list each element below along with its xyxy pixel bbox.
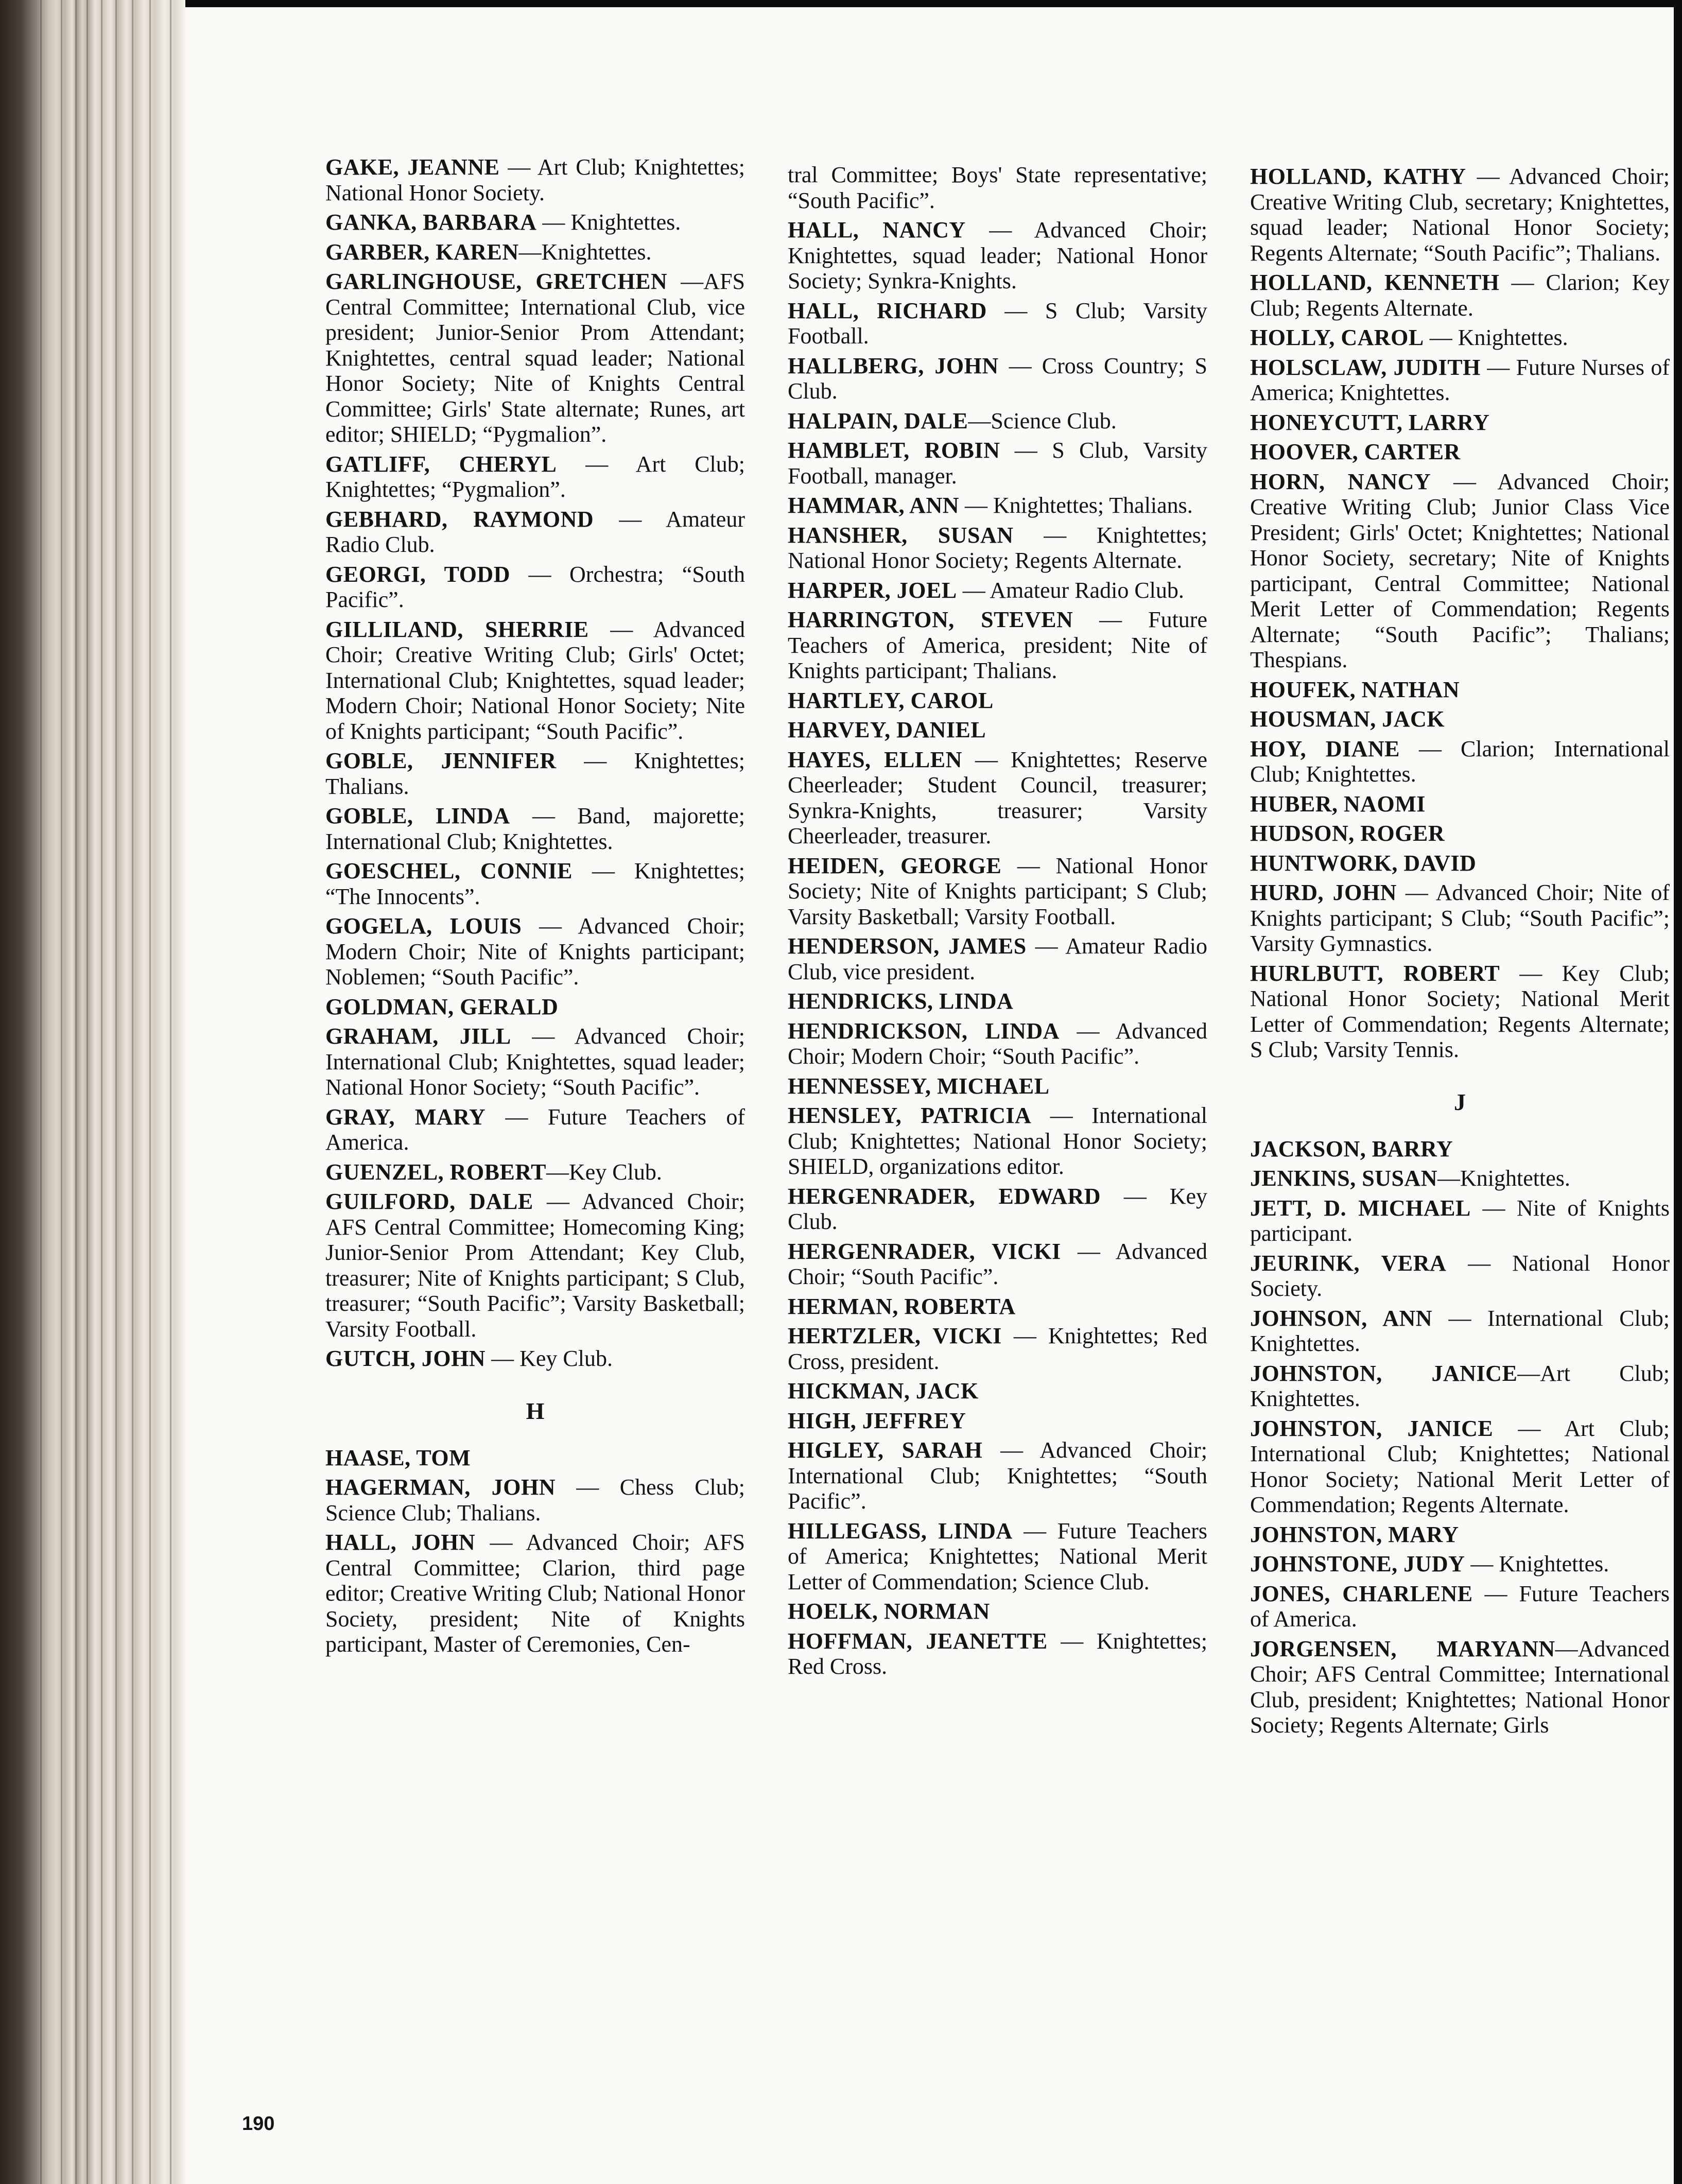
activities-text: — International Club; Knightettes; National Honor Society; SHIELD, organizations editor. <box>788 1103 1207 1179</box>
student-name: HOUFEK, NATHAN <box>1250 677 1460 702</box>
student-name: JOHNSTON, JANICE <box>1250 1415 1494 1441</box>
student-name: HOLLY, CAROL <box>1250 325 1424 350</box>
student-name: HOY, DIANE <box>1250 736 1400 761</box>
activities-text: — Knightettes; National Honor Society; Regents Alternate. <box>788 522 1207 573</box>
student-name: HERGENRADER, EDWARD <box>788 1183 1101 1209</box>
activities-text: — Advanced Choir; AFS Central Committee; Clarion, third page editor; Creative Writing Club; National Honor Society, president; Nite of Knights participant, Master of Ceremonies, Cen- <box>325 1530 745 1657</box>
directory-entry <box>1250 1551 1670 1577</box>
directory-entry <box>1250 1522 1670 1548</box>
directory-entry <box>788 688 1207 714</box>
directory-entry <box>325 803 745 854</box>
top-border <box>0 0 1682 7</box>
student-name: JACKSON, BARRY <box>1250 1136 1453 1162</box>
activities-text: — S Club, Varsity Football, manager. <box>788 438 1207 489</box>
activities-text: — Future Nurses of America; Knightettes. <box>1250 354 1670 405</box>
directory-entry <box>788 717 1207 743</box>
activities-text: — Advanced Choir; Creative Writing Club, secretary; Knightettes, squad leader; National Honor Society; Regents Alternate; “South Pacific”; Thalians. <box>1250 164 1670 266</box>
student-name: HALL, NANCY <box>788 217 966 242</box>
student-name: HONEYCUTT, LARRY <box>1250 409 1490 435</box>
student-name: HAYES, ELLEN <box>788 747 962 772</box>
activities-text: — Amateur Radio Club. <box>957 577 1184 603</box>
directory-entry <box>325 858 745 909</box>
activities-text: — Key Club. <box>485 1346 613 1371</box>
directory-entry <box>325 562 745 613</box>
directory-entry <box>1250 410 1670 436</box>
activities-text: — Advanced Choir; Creative Writing Club; Girls' Octet; International Club; Knightettes, squad leader; Modern Choir; National Honor Society; Nite of Knights participant; “South Pacific”. <box>325 616 745 744</box>
directory-entry <box>788 162 1207 213</box>
book-spine-edge <box>0 0 185 2184</box>
student-name: HALL, JOHN <box>325 1530 476 1555</box>
student-name: GOBLE, JENNIFER <box>325 748 557 773</box>
section-letter-heading: H <box>526 1397 545 1424</box>
student-name: HALL, RICHARD <box>788 298 987 323</box>
student-name: HURLBUTT, ROBERT <box>1250 960 1500 986</box>
directory-entry <box>325 1445 745 1471</box>
student-name: GUILFORD, DALE <box>325 1189 533 1214</box>
directory-entry <box>788 353 1207 404</box>
activities-text: — Knightettes; Thalians. <box>959 493 1193 518</box>
activities-text: — Key Club; National Honor Society; National Merit Letter of Commendation; Regents Alternate; S Club; Varsity Tennis. <box>1250 960 1670 1062</box>
activities-text: — Knightettes. <box>536 210 681 235</box>
directory-entry <box>788 1378 1207 1404</box>
directory-entry <box>1250 164 1670 266</box>
student-name: HERTZLER, VICKI <box>788 1323 1002 1348</box>
activities-text: —Science Club. <box>968 408 1117 434</box>
directory-entry <box>1250 880 1670 957</box>
activities-text: — Knightettes; Reserve Cheerleader; Student Council, treasurer; Synkra-Knights, treasurer; Varsity Cheerleader, treasurer. <box>788 747 1207 848</box>
directory-entry <box>325 507 745 558</box>
student-name: GUTCH, JOHN <box>325 1346 486 1371</box>
directory-entry <box>325 913 745 990</box>
section-letter-heading: J <box>1454 1088 1466 1115</box>
student-name: HENDRICKSON, LINDA <box>788 1018 1060 1044</box>
column-2 <box>788 162 1207 1684</box>
student-name: JOHNSTON, JANICE <box>1250 1360 1518 1386</box>
directory-entry <box>788 1408 1207 1434</box>
activities-text: — Advanced Choir; AFS Central Committee; Homecoming King; Junior-Senior Prom Attendant; Key Club, treasurer; Nite of Knights participant; S Club, treasurer; “South Pacific”; Varsity Basketball; Varsity Football. <box>325 1189 745 1342</box>
activities-text: —AFS Central Committee; International Club, vice president; Junior-Senior Prom Attendant; Knightettes, central squad leader; National Honor Society; Nite of Knights Central Committee; Girls' State alternate; Runes, art editor; SHIELD; “Pygmalion”. <box>325 269 745 447</box>
student-name: HOLLAND, KENNETH <box>1250 270 1500 295</box>
activities-text: — Chess Club; Science Club; Thalians. <box>325 1475 745 1526</box>
directory-entry <box>788 1599 1207 1624</box>
activities-text: — Key Club. <box>788 1183 1207 1234</box>
page-number: 190 <box>242 2113 275 2135</box>
directory-entry <box>1250 1581 1670 1632</box>
activities-text: — Orchestra; “South Pacific”. <box>325 561 745 612</box>
directory-entry <box>788 1239 1207 1290</box>
directory-entry <box>788 853 1207 930</box>
student-name: GAKE, JEANNE <box>325 154 500 180</box>
activities-text: —Advanced Choir; AFS Central Committee; International Club, president; Knightettes; National Honor Society; Regents Alternate; Girls <box>1250 1636 1670 1738</box>
directory-entry <box>788 1294 1207 1320</box>
activities-text: — Art Club; Knightettes; “Pygmalion”. <box>325 451 745 502</box>
directory-entry <box>325 1104 745 1155</box>
directory-entry <box>325 1346 745 1372</box>
student-name: HUBER, NAOMI <box>1250 791 1426 817</box>
directory-entry <box>788 438 1207 489</box>
directory-entry <box>788 217 1207 294</box>
student-name: HUDSON, ROGER <box>1250 821 1445 846</box>
activities-text: — Clarion; Key Club; Regents Alternate. <box>1250 270 1670 321</box>
student-name: JEURINK, VERA <box>1250 1250 1447 1276</box>
student-name: JONES, CHARLENE <box>1250 1581 1473 1606</box>
student-name: HIGLEY, SARAH <box>788 1437 983 1463</box>
directory-entry <box>1250 1166 1670 1191</box>
activities-text: — Advanced Choir; International Club; Knightettes, squad leader; National Honor Society; “South Pacific”. <box>325 1024 745 1100</box>
directory-entry <box>788 1184 1207 1235</box>
student-name: JORGENSEN, MARYANN <box>1250 1636 1555 1661</box>
student-name: HALPAIN, DALE <box>788 408 968 434</box>
student-name: HENNESSEY, MICHAEL <box>788 1073 1050 1099</box>
directory-entry <box>1250 1416 1670 1518</box>
directory-entry <box>1250 677 1670 703</box>
student-name: HAMMAR, ANN <box>788 493 960 518</box>
student-name: GRAY, MARY <box>325 1104 486 1130</box>
directory-entry <box>788 607 1207 684</box>
directory-entry <box>788 408 1207 434</box>
directory-entry <box>788 578 1207 603</box>
directory-entry <box>325 154 745 205</box>
student-name: HARRINGTON, STEVEN <box>788 607 1073 632</box>
directory-entry <box>788 1628 1207 1679</box>
activities-text: — Art Club; Knightettes; National Honor Society. <box>325 154 745 205</box>
student-name: HENDRICKS, LINDA <box>788 989 1014 1014</box>
activities-text: — Advanced Choir; Creative Writing Club; Junior Class Vice President; Girls' Octet; Knightettes; National Honor Society, secretary; Nite of Knights participant, Central Committee; National Merit Letter of Commendation; Regents Alternate; “South Pacific”; Thalians; Thespians. <box>1250 469 1670 672</box>
activities-text: — Future Teachers of America, president; Nite of Knights participant; Thalians. <box>788 607 1207 683</box>
directory-entry <box>788 1518 1207 1595</box>
student-name: HOFFMAN, JEANETTE <box>788 1628 1048 1654</box>
directory-entry <box>1250 1306 1670 1357</box>
student-name: HIGH, JEFFREY <box>788 1408 966 1433</box>
activities-text: — Knightettes. <box>1465 1551 1609 1576</box>
directory-entry <box>1250 791 1670 817</box>
student-name: HOLLAND, KATHY <box>1250 164 1466 189</box>
directory-entry <box>788 933 1207 984</box>
directory-entry <box>1250 1361 1670 1412</box>
activities-text: tral Committee; Boys' State representative; “South Pacific”. <box>788 162 1207 213</box>
student-name: GATLIFF, CHERYL <box>325 451 557 477</box>
activities-text: — National Honor Society; Nite of Knights participant; S Club; Varsity Basketball; Varsity Football. <box>788 853 1207 929</box>
column-3 <box>1250 164 1670 1742</box>
directory-entry <box>1250 821 1670 846</box>
directory-entry <box>325 1189 745 1342</box>
directory-entry <box>325 269 745 447</box>
directory-entry <box>788 1018 1207 1069</box>
directory-entry <box>325 210 745 235</box>
directory-entry <box>788 1103 1207 1180</box>
student-name: GILLILAND, SHERRIE <box>325 616 589 642</box>
student-name: HORN, NANCY <box>1250 469 1431 494</box>
directory-entry <box>1250 325 1670 351</box>
directory-entry <box>325 748 745 799</box>
student-name: HURD, JOHN <box>1250 880 1397 905</box>
student-name: HARVEY, DANIEL <box>788 717 986 742</box>
directory-entry <box>788 1073 1207 1099</box>
activities-text: — Advanced Choir; Modern Choir; “South Pacific”. <box>788 1018 1208 1069</box>
directory-entry <box>1250 1136 1670 1162</box>
student-name: JOHNSON, ANN <box>1250 1305 1433 1331</box>
activities-text: — Band, majorette; International Club; Knightettes. <box>325 803 745 854</box>
directory-entry <box>1250 1636 1670 1738</box>
activities-text: — Cross Country; S Club. <box>788 353 1207 404</box>
student-name: HUNTWORK, DAVID <box>1250 850 1477 876</box>
activities-text: — Advanced Choir; Knightettes, squad leader; National Honor Society; Synkra-Knights. <box>788 217 1208 293</box>
activities-text: — Advanced Choir; “South Pacific”. <box>788 1238 1208 1289</box>
student-name: GRAHAM, JILL <box>325 1024 511 1049</box>
student-name: HERMAN, ROBERTA <box>788 1293 1016 1319</box>
directory-entry <box>1250 1195 1670 1246</box>
directory-entry <box>788 989 1207 1014</box>
right-border <box>1674 0 1682 2184</box>
column-1 <box>325 154 745 1661</box>
activities-text: —Knightettes. <box>518 239 652 265</box>
student-name: HAMBLET, ROBIN <box>788 438 1000 463</box>
directory-entry <box>1250 851 1670 876</box>
student-name: JETT, D. MICHAEL <box>1250 1195 1471 1221</box>
activities-text: —Knightettes. <box>1437 1166 1570 1191</box>
student-name: HILLEGASS, LINDA <box>788 1518 1013 1544</box>
directory-entry <box>788 747 1207 849</box>
activities-text: — Knightettes; “The Innocents”. <box>325 858 745 909</box>
student-name: HOELK, NORMAN <box>788 1599 990 1624</box>
student-name: JOHNSTONE, JUDY <box>1250 1551 1465 1576</box>
student-name: GUENZEL, ROBERT <box>325 1159 546 1185</box>
activities-text: — Knightettes; Red Cross, president. <box>788 1323 1207 1374</box>
directory-entry <box>788 1437 1207 1514</box>
directory-entry <box>325 617 745 744</box>
student-name: HENDERSON, JAMES <box>788 933 1027 959</box>
student-name: HICKMAN, JACK <box>788 1378 979 1403</box>
directory-entry <box>325 1530 745 1657</box>
activities-text: — Nite of Knights participant. <box>1250 1195 1670 1246</box>
activities-text: — Future Teachers of America. <box>325 1104 745 1155</box>
activities-text: —Key Club. <box>546 1159 662 1185</box>
activities-text: — Knightettes. <box>1424 325 1568 350</box>
student-name: HENSLEY, PATRICIA <box>788 1103 1032 1128</box>
directory-entry <box>1250 469 1670 673</box>
student-name: GOLDMAN, GERALD <box>325 994 559 1019</box>
activities-text: — Amateur Radio Club, vice president. <box>788 933 1208 984</box>
student-name: GARLINGHOUSE, GRETCHEN <box>325 269 668 294</box>
student-name: HALLBERG, JOHN <box>788 353 999 378</box>
directory-entry <box>788 298 1207 349</box>
activities-text: — Knightettes; Red Cross. <box>788 1628 1207 1679</box>
directory-entry <box>1250 736 1670 787</box>
directory-entry <box>788 523 1207 574</box>
student-name: HOLSCLAW, JUDITH <box>1250 354 1481 380</box>
student-name: HARPER, JOEL <box>788 577 957 603</box>
activities-text: — Knightettes; Thalians. <box>325 748 745 799</box>
student-name: GEBHARD, RAYMOND <box>325 506 594 532</box>
directory-entry <box>325 1475 745 1526</box>
activities-text: — Amateur Radio Club. <box>325 506 745 557</box>
directory-entry <box>325 239 745 265</box>
directory-entry <box>325 1159 745 1185</box>
directory-entry <box>1250 355 1670 406</box>
directory-entry <box>325 994 745 1020</box>
student-name: HEIDEN, GEORGE <box>788 853 1002 878</box>
directory-entry <box>325 452 745 502</box>
student-name: HERGENRADER, VICKI <box>788 1238 1061 1264</box>
activities-text: — Advanced Choir; Nite of Knights participant; S Club; “South Pacific”; Varsity Gymnastics. <box>1250 880 1670 956</box>
activities-text: — International Club; Knightettes. <box>1250 1305 1670 1356</box>
student-name: JOHNSTON, MARY <box>1250 1521 1459 1547</box>
activities-text: — S Club; Varsity Football. <box>788 298 1208 349</box>
student-name: HAGERMAN, JOHN <box>325 1475 556 1500</box>
student-name: HANSHER, SUSAN <box>788 522 1014 548</box>
directory-entry <box>1250 706 1670 732</box>
directory-entry <box>1250 1251 1670 1302</box>
student-name: GOGELA, LOUIS <box>325 913 522 939</box>
directory-entry <box>788 493 1207 518</box>
student-name: HAASE, TOM <box>325 1445 471 1470</box>
student-name: GOBLE, LINDA <box>325 803 510 828</box>
student-name: GOESCHEL, CONNIE <box>325 858 573 883</box>
directory-entry <box>1250 270 1670 321</box>
directory-entry <box>1250 439 1670 465</box>
student-name: GANKA, BARBARA <box>325 210 537 235</box>
student-name: HOOVER, CARTER <box>1250 439 1461 464</box>
activities-text: — Future Teachers of America; Knightettes; National Merit Letter of Commendation; Science Club. <box>788 1518 1207 1594</box>
activities-text: — Clarion; International Club; Knightettes. <box>1250 736 1670 787</box>
student-name: HARTLEY, CAROL <box>788 687 994 713</box>
directory-entry <box>325 1024 745 1100</box>
directory-entry <box>788 1323 1207 1374</box>
directory-entry <box>1250 961 1670 1063</box>
activities-text: — Advanced Choir; International Club; Knightettes; “South Pacific”. <box>788 1437 1207 1514</box>
activities-text: — National Honor Society. <box>1250 1250 1670 1301</box>
activities-text: — Future Teachers of America. <box>1250 1581 1670 1632</box>
student-name: GARBER, KAREN <box>325 239 519 265</box>
activities-text: —Art Club; Knightettes. <box>1250 1360 1670 1411</box>
student-name: JENKINS, SUSAN <box>1250 1166 1437 1191</box>
student-name: GEORGI, TODD <box>325 561 510 587</box>
student-name: HOUSMAN, JACK <box>1250 706 1445 732</box>
activities-text: — Advanced Choir; Modern Choir; Nite of Knights participant; Noblemen; “South Pacific”. <box>325 913 745 990</box>
activities-text: — Art Club; International Club; Knightettes; National Honor Society; National Merit Letter of Commendation; Regents Alternate. <box>1250 1415 1670 1517</box>
